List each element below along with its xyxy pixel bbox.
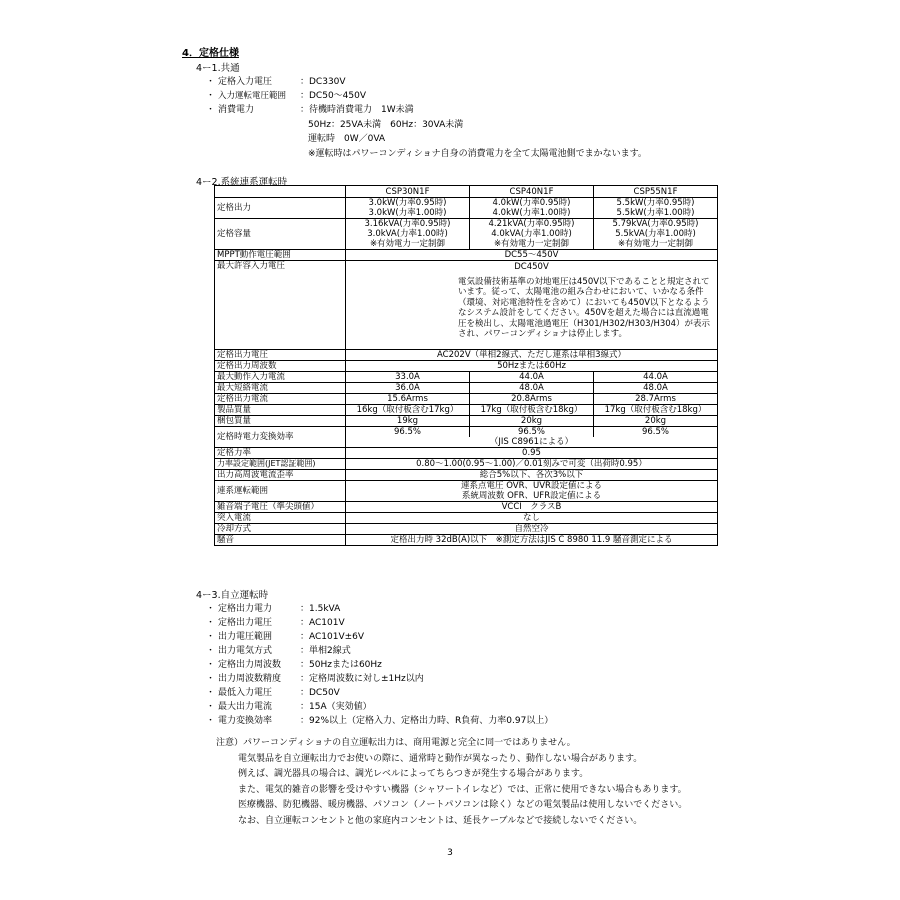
section-4-title: 4．定格仕様 [182, 48, 239, 59]
row-label: MPPT動作電圧範囲 [215, 250, 346, 261]
caution-note: 例えば、調光器具の場合は、調光レベルによってちらつきが発生する場合があります。 [238, 769, 589, 779]
power-line: 運転時 0W／0VA [308, 134, 386, 144]
table-row: 定格力率 0.95 [215, 447, 718, 458]
spec-row: ・ 定格入力電圧 ：DC330V [206, 77, 346, 87]
table-row: 冷却方式 自然空冷 [215, 523, 718, 534]
row-label: 定格出力電圧 [215, 349, 346, 360]
row-label: 突入電流 [215, 512, 346, 523]
table-row: 最大動作入力電流 33.0A 44.0A 44.0A [215, 371, 718, 382]
row-label: 雑音端子電圧（準尖頭値） [215, 501, 346, 512]
row-label: 製品質量 [215, 404, 346, 415]
spec-row: ・ 定格出力電圧 ：AC101V [206, 618, 345, 628]
table-row: 最大短絡電流 36.0A 48.0A 48.0A [215, 382, 718, 393]
row-label: 定格時電力変換効率 [215, 426, 346, 447]
spec-row: ・ 出力電圧範囲 ：AC101V±6V [206, 632, 365, 642]
row-label: 最大許容入力電圧 [215, 261, 346, 350]
row-label: 連系運転範囲 [215, 480, 346, 501]
row-label: 最大動作入力電流 [215, 371, 346, 382]
table-row: 梱包質量 19kg 20kg 20kg [215, 415, 718, 426]
spec-row: ・ 入力運転電圧範囲 ：DC50～450V [206, 91, 367, 101]
caution-note: 医療機器、防犯機器、暖房機器、パソコン（ノートパソコンは除く）などの電気製品は使用しないでください。 [238, 800, 688, 810]
row-label: 出力高周波電流歪率 [215, 469, 346, 480]
section-4-1-title: 4ー1.共通 [196, 63, 240, 74]
spec-row: ・ 定格出力電力 ：1.5kVA [206, 604, 341, 614]
section-4-3-title: 4ー3.自立運転時 [196, 590, 269, 601]
table-row: 騒音 定格出力時 32dB(A)以下 ※測定方法はJIS C 8980 11.9 騒音測定による [215, 534, 718, 545]
table-row: 定格出力 3.0kW(力率0.95時) 3.0kW(力率1.00時) 4.0kW(力率0.95時) 4.0kW(力率1.00時) 5.5kW(力率0.95時) 5.5kW(力率1.00時) [215, 198, 718, 219]
table-row: 雑音端子電圧（準尖頭値） VCCI クラスB [215, 501, 718, 512]
spec-row: ・ 最低入力電圧 ：DC50V [206, 688, 340, 698]
power-line: ※運転時はパワーコンディショナ自身の消費電力を全て太陽電池側でまかないます。 [308, 149, 647, 159]
table-row: 定格時電力変換効率 96.5% 96.5% 96.5% [215, 426, 718, 437]
spec-row: ・ 出力周波数精度 ：定格周波数に対し±1Hz以内 [206, 674, 424, 684]
spec-row: ・ 最大出力電流 ：15A（実効値） [206, 702, 372, 712]
table-row: 突入電流 なし [215, 512, 718, 523]
caution-note: また、電気的雑音の影響を受けやすい機器（シャワートイレなど）では、正常に使用できない場合もあります。 [238, 785, 687, 795]
table-row [215, 261, 718, 350]
table-row: 定格出力周波数 50Hzまたは60Hz [215, 360, 718, 371]
table-row: 出力高周波電流歪率 総合5%以下、各次3%以下 [215, 469, 718, 480]
row-label: 定格出力電流 [215, 393, 346, 404]
row-label: 定格力率 [215, 447, 346, 458]
table-row: 定格容量 3.16kVA(力率0.95時) 3.0kVA(力率1.00時) ※有効電力一定制御 4.21kVA(力率0.95時) 4.0kVA(力率1.00時) ※有効電力一定制御 5.79kVA(力率0.95時) 5.5kVA(力率1.00時) ※有効電力一定制御 [215, 219, 718, 250]
row-label: 最大短絡電流 [215, 382, 346, 393]
model-header: CSP55N1F [594, 186, 718, 198]
spec-row: ・ 電力変換効率 ：92%以上（定格入力、定格出力時、R負荷、力率0.97以上） [206, 716, 554, 726]
table-row: （JIS C8961による） [215, 437, 718, 448]
caution-note: 電気製品を自立運転出力でお使いの際に、通常時と動作が異なったり、動作しない場合があります。 [238, 754, 643, 764]
table-row [215, 186, 718, 198]
row-label: 騒音 [215, 534, 346, 545]
model-header: CSP30N1F [346, 186, 470, 198]
row-label: 定格出力 [215, 198, 346, 219]
grid-spec-table [214, 185, 718, 546]
row-label: 梱包質量 [215, 415, 346, 426]
table-row: 力率設定範囲(JET認証範囲) 0.80～1.00(0.95～1.00)／0.01刻みで可変（出荷時0.95） [215, 458, 718, 469]
row-label: 冷却方式 [215, 523, 346, 534]
table-row: 製品質量 16kg（取付板含む17kg） 17kg（取付板含む18kg） 17kg（取付板含む18kg） [215, 404, 718, 415]
table-row: 連系運転範囲 連系点電圧 OVR、UVR設定値による 系統周波数 OFR、UFR設定値による [215, 480, 718, 501]
row-label: 力率設定範囲(JET認証範囲) [215, 458, 346, 469]
caution-note: なお、自立運転コンセントと他の家庭内コンセントは、延長ケーブルなどで接続しないでください。 [238, 816, 643, 826]
caution-note: 注意）パワーコンディショナの自立運転出力は、商用電源と完全に同一ではありません。 [216, 738, 576, 748]
table-row: 定格出力電圧 AC202V（単相2線式、ただし連系は単相3線式） [215, 349, 718, 360]
section-4-2-title: 4ー2.系統連系運転時 [196, 177, 288, 188]
page-number: 3 [447, 848, 453, 858]
table-row: MPPT動作電圧範囲 DC55～450V [215, 250, 718, 261]
spec-row: ・ 出力電気方式 ：単相2線式 [206, 646, 351, 656]
spec-row: ・ 消費電力 ：待機時消費電力 1W未満 [206, 105, 414, 115]
row-label: 定格出力周波数 [215, 360, 346, 371]
table-row: 定格出力電流 15.6Arms 20.8Arms 28.7Arms [215, 393, 718, 404]
max-input-cell: DC450V 電気設備技術基準の対地電圧は450V以下であることと規定されています。従って、太陽電池の組み合わせにおいて、いかなる条件（環境、対応電池特性を含めて）においても450V以下となるようなシステム設計をしてください。450Vを超えた場合には直流過電圧を検出し、太陽電池過電圧（H301/H302/H303/H304）が表示され、パワーコンディショナは停止します。 [346, 261, 718, 350]
row-label: 定格容量 [215, 219, 346, 250]
spec-row: ・ 定格出力周波数 ：50Hzまたは60Hz [206, 660, 382, 670]
power-line: 50Hz：25VA未満 60Hz：30VA未満 [308, 120, 464, 130]
model-header: CSP40N1F [470, 186, 594, 198]
